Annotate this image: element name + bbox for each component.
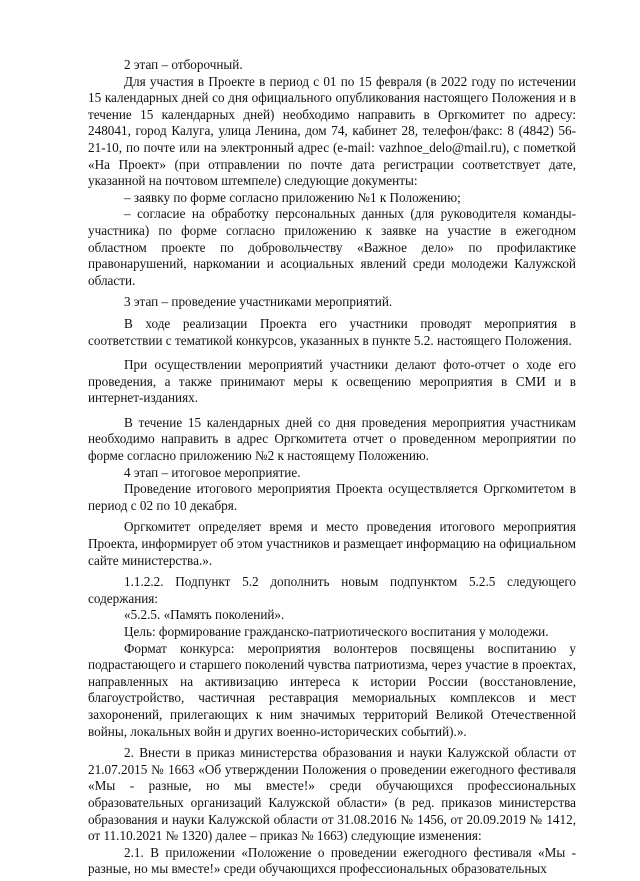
- document-page: [88, 57, 576, 878]
- paragraph-stage-2-title: 2 этап – отборочный.: [124, 57, 243, 72]
- paragraph-photo-report: При осуществлении мероприятий участники делают фото-отчет о ходе его проведения, а также принимают меры к освещению мероприятия в СМИ и в интернет-изданиях.: [88, 357, 576, 406]
- paragraph-final-event-organization: Оргкомитет определяет время и место проведения итогового мероприятия Проекта, информирует об этом участников и размещает информацию на официальном сайте министерства.».: [88, 519, 576, 568]
- paragraph-stage-2-body: Для участия в Проекте в период с 01 по 15 февраля (в 2022 году по истечении 15 календарных дней со дня официального опубликования настоящего Положения и в течение 15 календарных дней) необходимо направить в Оргкомитет по адресу: 248041, город Калуга, улица Ленина, дом 74, кабинет 28, телефон/факс: 8 (4842) 56-21-10, по почте или на электронный адрес (e-mail: vazhnoe_delo@mail.ru), с пометкой «На Проект» (при отправлении по почте дата регистрации соответствует дате, указанной на почтовом штемпеле) следующие документы:: [88, 73, 576, 189]
- paragraph-contest-format: Формат конкурса: мероприятия волонтеров посвящены воспитанию у подрастающего и старшего поколений чувства патриотизма, через участие в проектах, направленных на активизацию интереса к истории России (восстановление, благоустройство, частичная реставрация мемориальных комплексов и мест захоронений, прилегающих к ним значимых территорий Великой Отечественной войны, локальных войн и других военно-исторических событий).».: [88, 640, 576, 739]
- paragraph-stage-3-body: В ходе реализации Проекта его участники проводят мероприятия в соответствии с тематикой конкурсов, указанных в пункте 5.2. настоящего Положения.: [88, 315, 576, 348]
- paragraph-order-amendment: 2. Внести в приказ министерства образования и науки Калужской области от 21.07.2015 № 1663 «Об утверждении Положения о проведении ежегодного фестиваля «Мы - разные, но мы вместе!» среди обучающихся профессиональных образовательных организаций Калужской области» (в ред. приказов министерства образования и науки Калужской области от 31.08.2016 № 1456, от 20.09.2019 № 1412, от 11.10.2021 № 1320) далее – приказ № 1663) следующие изменения:: [88, 745, 576, 844]
- paragraph-report-deadline: В течение 15 календарных дней со дня проведения мероприятия участникам необходимо направить в адрес Оргкомитета отчет о проведенном мероприятии по форме согласно приложению №2 к настоящему Положению.: [88, 414, 576, 464]
- paragraph-final-event-dates: Проведение итогового мероприятия Проекта осуществляется Оргкомитетом в период с 02 по 10 декабря.: [88, 481, 576, 513]
- paragraph-stage-4-title: 4 этап – итоговое мероприятие.: [124, 464, 301, 480]
- list-item-application-form: – заявку по форме согласно приложению №1 к Положению;: [124, 189, 461, 205]
- paragraph-stage-3-title: 3 этап – проведение участниками мероприятий.: [124, 294, 393, 310]
- paragraph-appendix-amendment: 2.1. В приложении «Положение о проведении ежегодного фестиваля «Мы - разные, но мы вместе!» среди обучающихся профессиональных образовательных: [88, 844, 576, 877]
- paragraph-contest-goal: Цель: формирование гражданско-патриотического воспитания у молодежи.: [124, 624, 549, 639]
- paragraph-contest-title: «5.2.5. «Память поколений».: [124, 607, 285, 623]
- paragraph-subclause-addition: 1.1.2.2. Подпункт 5.2 дополнить новым подпунктом 5.2.5 следующего содержания:: [88, 574, 576, 606]
- list-item-personal-data-consent: – согласие на обработку персональных данных (для руководителя команды-участника) по форме согласно приложению к заявке на участие в ежегодном областном проекте по добровольчеству «Важное дело» по профилактике правонарушений, наркомании и асоциальных явлений среди молодежи Калужской области.: [88, 206, 576, 288]
